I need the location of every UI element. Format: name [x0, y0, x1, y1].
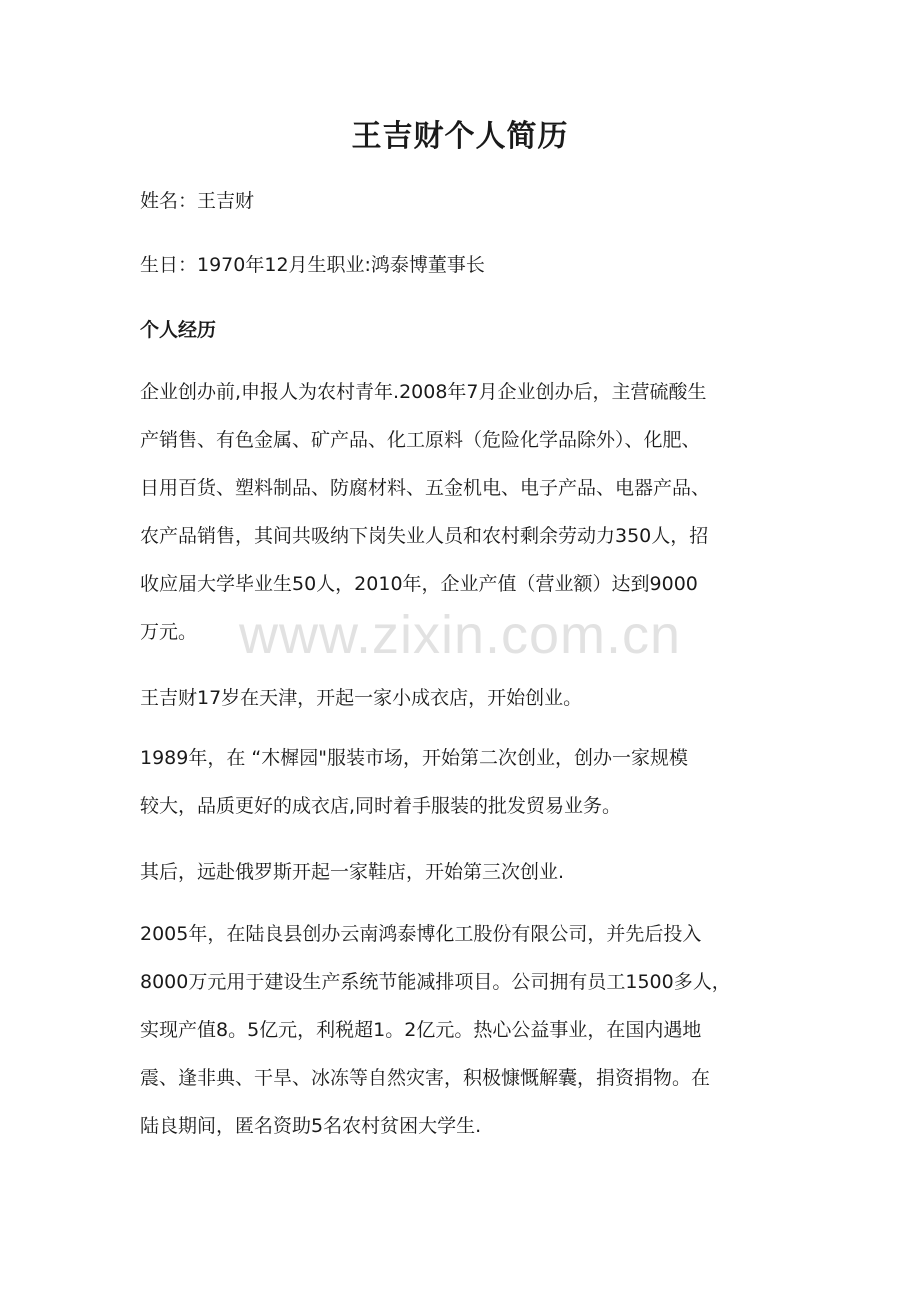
paragraph-line: 震、逢非典、干旱、冰冻等自然灾害，积极慷慨解囊，捐资捐物。在: [140, 1067, 711, 1089]
paragraph-line: 万元。: [140, 621, 198, 643]
paragraph-line: 陆良期间，匿名资助5名农村贫困大学生.: [140, 1115, 482, 1137]
watermark: www.zixin.com.cn: [238, 605, 682, 665]
paragraph-line: 产销售、有色金属、矿产品、化工原料（危险化学品除外）、化肥、: [140, 429, 701, 451]
paragraph-line: 王吉财17岁在天津，开起一家小成衣店，开始创业。: [140, 687, 583, 709]
paragraph-first-startup: [140, 674, 790, 722]
section-heading: 个人经历: [140, 319, 217, 341]
paragraph-line: 农产品销售，其间共吸纳下岗失业人员和农村剩余劳动力350人，招: [140, 525, 709, 547]
paragraph-third-startup: [140, 848, 790, 896]
paragraph-line: 其后，远赴俄罗斯开起一家鞋店，开始第三次创业.: [140, 861, 565, 883]
paragraph-line: 2005年，在陆良县创办云南鸿泰博化工股份有限公司，并先后投入: [140, 923, 702, 945]
paragraph-line: 收应届大学毕业生50人，2010年，企业产值（营业额）达到9000: [140, 573, 698, 595]
paragraph-line: 8000万元用于建设生产系统节能减排项目。公司拥有员工1500多人，: [140, 971, 731, 993]
paragraph-line: 1989年，在 “木樨园"服装市场，开始第二次创业，创办一家规模: [140, 747, 688, 769]
birth-occupation-line: 生日：1970年12月生职业:鸿泰博董事长: [140, 254, 485, 276]
paragraph-company: [140, 910, 790, 1150]
paragraph-line: 企业创办前,申报人为农村青年.2008年7月企业创办后，主营硫酸生: [140, 381, 707, 403]
document-title: 王吉财个人简历: [351, 119, 569, 154]
paragraph-line: 日用百货、塑料制品、防腐材料、五金机电、电子产品、电器产品、: [140, 477, 711, 499]
paragraph-line: 较大，品质更好的成衣店,同时着手服装的批发贸易业务。: [140, 795, 622, 817]
paragraph-line: 实现产值8。5亿元，利税超1。2亿元。热心公益事业，在国内遇地: [140, 1019, 702, 1041]
paragraph-enterprise: [140, 368, 790, 656]
name-line: 姓名：王吉财: [140, 190, 255, 212]
paragraph-second-startup: [140, 734, 790, 830]
